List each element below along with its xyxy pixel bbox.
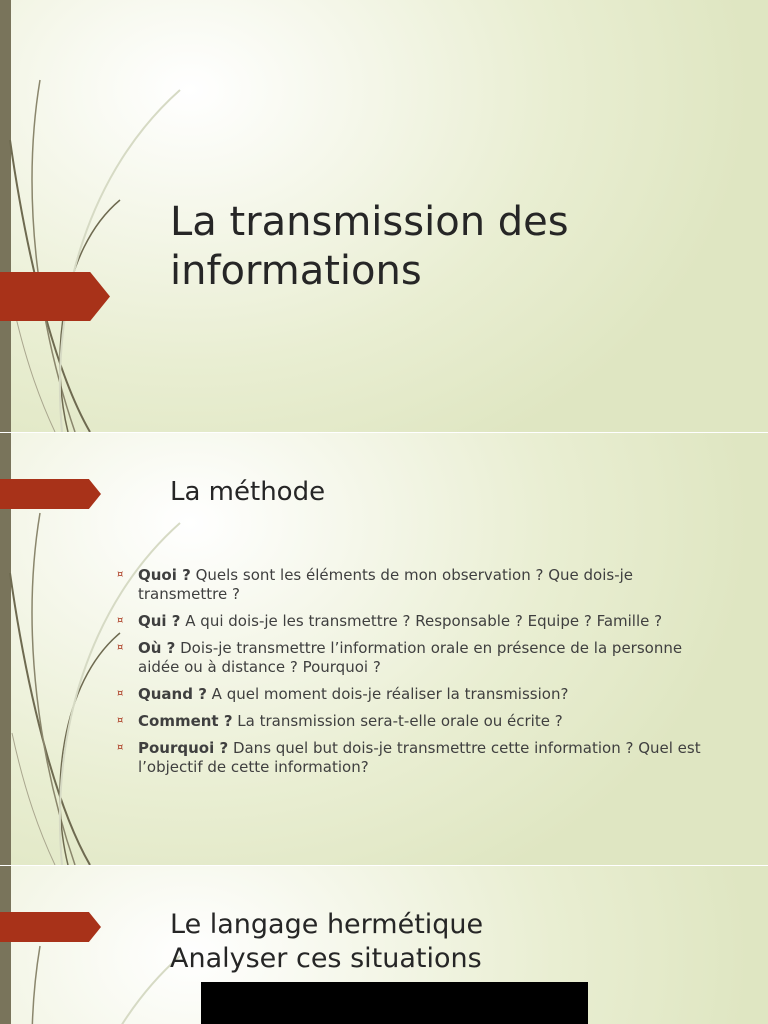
slide-heading <box>170 908 483 976</box>
list-item <box>117 566 727 604</box>
bullet-keyword: Pourquoi ? <box>138 739 229 757</box>
bullet-text: A quel moment dois-je réaliser la transmission? <box>206 685 569 703</box>
slide-hermetic-language <box>0 866 768 1024</box>
list-item <box>117 712 727 731</box>
bullet-text: Quels sont les éléments de mon observation ? Que dois-je transmettre ? <box>138 566 634 603</box>
bullet-marker-icon: ¤ <box>117 569 124 580</box>
title-arrow-marker <box>0 272 110 321</box>
heading-line-2: Analyser ces situations <box>170 943 482 974</box>
bullet-text: A qui dois-je les transmettre ? Responsable ? Equipe ? Famille ? <box>180 612 663 630</box>
bullet-marker-icon: ¤ <box>117 715 124 726</box>
bullet-marker-icon: ¤ <box>117 615 124 626</box>
list-item <box>117 612 727 631</box>
bullet-text: Dans quel but dois-je transmettre cette information ? Quel est l’objectif de cette information? <box>138 739 701 776</box>
bullet-keyword: Comment ? <box>138 712 233 730</box>
bullet-keyword: Où ? <box>138 639 176 657</box>
bullet-marker-icon: ¤ <box>117 688 124 699</box>
list-item <box>117 685 727 704</box>
bullet-text: Dois-je transmettre l’information orale en présence de la personne aidée ou à distance ? Pourquoi ? <box>138 639 683 676</box>
title-arrow-marker <box>0 912 101 942</box>
list-item <box>117 739 727 777</box>
bullet-keyword: Quoi ? <box>138 566 191 584</box>
bullet-keyword: Qui ? <box>138 612 181 630</box>
slide-title-heading: La transmission des informations <box>170 199 569 294</box>
heading-line-1: Le langage hermétique <box>170 909 484 940</box>
title-arrow-marker <box>0 479 101 509</box>
slide-title <box>0 0 768 432</box>
slide-method <box>0 433 768 865</box>
bullet-list <box>117 566 727 785</box>
bullet-text: La transmission sera-t-elle orale ou écrite ? <box>232 712 563 730</box>
embedded-media-placeholder <box>201 982 588 1024</box>
list-item <box>117 639 727 677</box>
slide-heading: La méthode <box>170 477 326 507</box>
bullet-marker-icon: ¤ <box>117 742 124 753</box>
bullet-marker-icon: ¤ <box>117 642 124 653</box>
bullet-keyword: Quand ? <box>138 685 207 703</box>
